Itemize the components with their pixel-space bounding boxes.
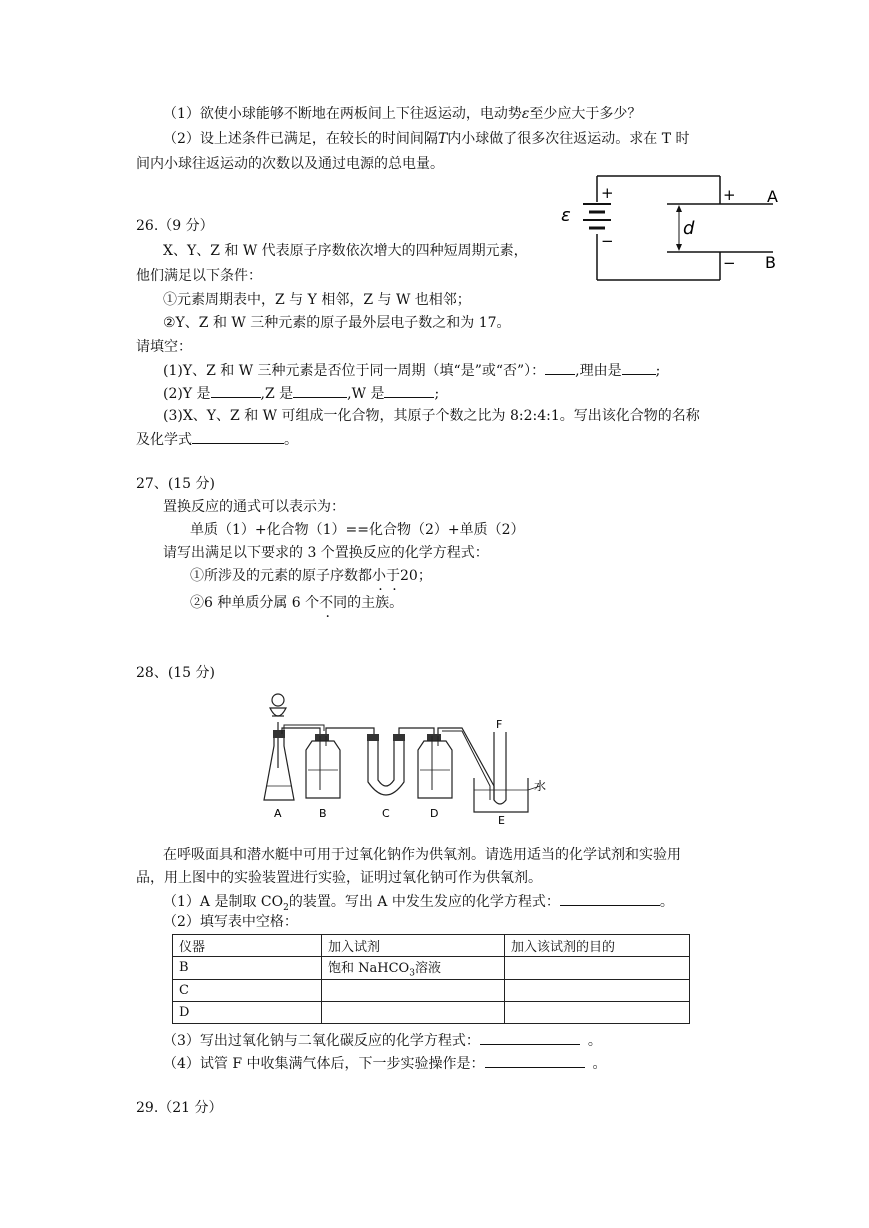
q26-sub3-cont: 及化学式 。 xyxy=(136,429,298,450)
table-row xyxy=(173,1001,690,1023)
table-cell-reagent[interactable] xyxy=(322,979,505,1001)
q25-part2-line2: 间内小球往返运动的次数以及通过电源的总电量。 xyxy=(136,156,444,172)
answer-blank[interactable] xyxy=(192,429,284,444)
table-cell-instrument: D xyxy=(173,1001,322,1023)
battery-minus: − xyxy=(601,232,614,250)
answer-blank[interactable] xyxy=(545,360,575,375)
table-header-cell: 加入该试剂的目的 xyxy=(505,935,690,957)
q27-general-formula: 单质（1）+化合物（1）==化合物（2）+单质（2） xyxy=(190,522,525,538)
plate-b-minus: − xyxy=(723,254,736,272)
q26-sub3: (3)X、Y、Z 和 W 可组成一化合物，其原子个数之比为 8:2:4:1。写出该化合物的名称 xyxy=(163,408,700,424)
apparatus-label-e: E xyxy=(498,814,505,825)
q28-para1: 在呼吸面具和潜水艇中可用于过氧化钠作为供氧剂。请选用适当的化学试剂和实验用 xyxy=(163,847,681,863)
table-cell-instrument: B xyxy=(173,957,322,980)
table-header-row xyxy=(173,935,690,957)
table-header-cell: 加入试剂 xyxy=(322,935,505,957)
q26-cond2: ②Y、Z 和 W 三种元素的原子最外层电子数之和为 17。 xyxy=(163,315,511,331)
reagent-table xyxy=(172,934,690,1024)
q28-sub2: （2）填写表中空格： xyxy=(163,914,298,930)
q28-sub4: （4）试管 F 中收集满气体后，下一步实验操作是： 。 xyxy=(163,1053,607,1074)
time-symbol: T xyxy=(437,131,448,147)
q25-part1: （1）欲使小球能够不断地在两板间上下往返运动，电动势ε至少应大于多少？ xyxy=(163,106,642,122)
emf-symbol: ε xyxy=(521,106,530,122)
plate-a-label: A xyxy=(767,187,778,206)
apparatus-label-b: B xyxy=(319,807,327,820)
q28-para2: 品，用上图中的实验装置进行实验，证明过氧化钠可作为供氧剂。 xyxy=(136,870,542,886)
table-header-cell: 仪器 xyxy=(173,935,322,957)
answer-blank[interactable] xyxy=(480,1030,580,1045)
apparatus-diagram xyxy=(262,690,562,825)
battery-plus: + xyxy=(601,184,614,202)
q27-header: 27、(15 分) xyxy=(136,476,216,492)
q27-cond1: ①所涉及的元素的原子序数都小于20； xyxy=(190,568,432,584)
plate-b-label: B xyxy=(765,253,776,272)
q27-line3: 请写出满足以下要求的 3 个置换反应的化学方程式： xyxy=(163,545,489,561)
table-cell-purpose[interactable] xyxy=(505,957,690,980)
answer-blank[interactable] xyxy=(384,383,434,398)
apparatus-label-d: D xyxy=(430,807,439,820)
answer-blank[interactable] xyxy=(560,891,660,906)
circuit-diagram xyxy=(555,168,795,288)
answer-blank[interactable] xyxy=(211,383,261,398)
q26-header: 26.（9 分） xyxy=(136,218,214,234)
answer-blank[interactable] xyxy=(485,1053,585,1068)
q26-sub2: (2)Y 是 ,Z 是 ,W 是 ; xyxy=(163,383,439,404)
table-row xyxy=(173,957,690,980)
q26-sub1: (1)Y、Z 和 W 三种元素是否位于同一周期（填“是”或“否”）： ,理由是 ; xyxy=(163,360,660,381)
distance-label: d xyxy=(683,218,695,239)
table-cell-reagent[interactable]: 饱和 NaHCO$_3$溶液 xyxy=(322,957,505,980)
q27-cond2: ②6 种单质分属 6 个不同的主族。 xyxy=(190,595,404,611)
plate-a-plus: + xyxy=(723,186,736,204)
answer-blank[interactable] xyxy=(293,383,347,398)
table-row xyxy=(173,979,690,1001)
answer-blank[interactable] xyxy=(622,360,656,375)
q26-intro2: 他们满足以下条件： xyxy=(136,268,262,284)
q26-fill: 请填空： xyxy=(136,339,192,355)
q25-part2-line1: （2）设上述条件已满足，在较长的时间间隔T内小球做了很多次往返运动。求在 T 时 xyxy=(163,131,690,147)
apparatus-label-c: C xyxy=(382,807,390,820)
q26-cond1: ①元素周期表中，Z 与 Y 相邻，Z 与 W 也相邻； xyxy=(163,292,471,308)
q28-header: 28、(15 分) xyxy=(136,665,216,681)
table-cell-reagent[interactable] xyxy=(322,1001,505,1023)
q27-line1: 置换反应的通式可以表示为： xyxy=(163,499,345,515)
table-cell-purpose[interactable] xyxy=(505,979,690,1001)
q26-intro1: X、Y、Z 和 W 代表原子序数依次增大的四种短周期元素， xyxy=(163,243,528,259)
apparatus-label-a: A xyxy=(274,807,282,820)
table-cell-instrument: C xyxy=(173,979,322,1001)
water-label: 水 xyxy=(534,779,547,793)
emf-label: ε xyxy=(561,205,571,226)
table-cell-purpose[interactable] xyxy=(505,1001,690,1023)
q29-header: 29.（21 分） xyxy=(136,1100,223,1116)
apparatus-label-f: F xyxy=(496,718,503,731)
q28-sub3: （3）写出过氧化钠与二氧化碳反应的化学方程式： 。 xyxy=(163,1030,602,1051)
q28-sub1: （1）A 是制取 $CO_2$的装置。写出 A 中发生发应的化学方程式： 。 xyxy=(163,891,674,918)
